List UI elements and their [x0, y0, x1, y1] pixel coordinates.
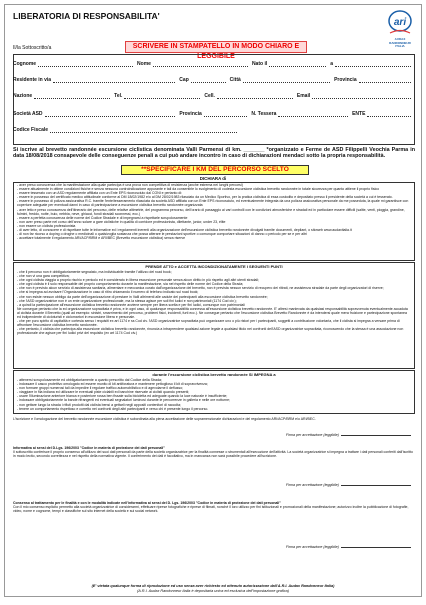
list-item: - aver preso conoscenza che la manifestazione alla quale partecipa è una prova non competitiva di resistenza (anche estrema nei lunghi percorsi): [17, 183, 243, 187]
ari-logo: [387, 8, 413, 38]
ente-label: ENTE: [352, 111, 366, 117]
list-item: - essere attualmente in ottime condizioni fisiche e senza nessuna controindicazione appurante e tali da consentirle lo svolgimento di codesta escursione ciclistica brevetto randonnée in totale sicurezza per quanto attiene il proprio fisico: [17, 187, 380, 192]
nome-field[interactable]: [153, 61, 248, 67]
nazione-label: Nazione: [13, 93, 33, 99]
form-row-name: [13, 61, 415, 67]
list-item: - non aver preso parte nel corso dell'anno solare a gare ciclistiche in qualità di corridore professionista, dilettante, junior, under 23, élite: [17, 219, 226, 224]
commitments-box: [13, 370, 415, 414]
signature-field-2[interactable]: [341, 485, 411, 486]
list-item: - di non far ricorso a doping o droghe o medicinali o qualsivoglia sostanza che possa alterare le prestazioni sportive o comunque comportare situazioni di danno o pericolo per se e per altri: [17, 232, 307, 237]
list-item: - essere in possesso di polizza assicurativa R.C. tramite l'ente/tesseramento rilasciata da società ASD affiliata con un Ente EPS riconosciuto, ed eventualmente integrata da una polizza assicurativa personale da me posseduta, la quale mi garantisce con coperture adeguate per eventuali danni in caso di partecipazione a escursione ciclistica brevetto randonnée organizzata: [17, 199, 409, 208]
conditions-header: PRENDE ATTO e ACCETTA INCONDIZIONATAMENTE I SEGUENTI PUNTI: [145, 264, 283, 269]
provincia-field[interactable]: [359, 77, 411, 83]
logo-text: AUDAX RANDONNEUR ITALIA: [389, 37, 411, 48]
list-item: - non gettare lungo la strada i rifiuti prodotti dal ciclista bensì a gettarli negli appositi contenitori di raccolta;: [17, 402, 182, 407]
conditions-box: [13, 262, 415, 369]
cap-label: Cap: [179, 77, 189, 83]
privacy-consent-title: Consenso al trattamento per le finalità e con le modalità indicate nell'informativa ai sensi del D. Lgs. 196/2003 "Codice in materia di protezione dei dati personali": [13, 501, 281, 505]
birthplace-field[interactable]: [335, 61, 411, 67]
codice-fiscale-label: Codice Fiscale: [13, 127, 49, 133]
signature-field-1[interactable]: [341, 435, 411, 436]
nato-il-label: Nato il: [251, 61, 268, 67]
form-row-club: [13, 111, 415, 117]
list-item: - non formare gruppi numerosi tali da impedire il regolare traffico automobilistico e di agevolarne il deflusso;: [17, 386, 184, 391]
citta-field[interactable]: [243, 77, 330, 83]
list-item: - che pertanto, il ciclista che partecipa alla escursione ciclistica brevetto randonnée, rinuncia a intraprendere qualsiasi azione legale a qualsiasi titolo nei confronti dell'ASD organizzatrice sopracitata, riconoscendo che la stessa è una associazione non professionale che agisce per fini ludici privi del requisito (ex art 1174 Cod civ.): [17, 327, 404, 336]
specify-km-banner: **SPECIFICARE I KM DEL PERCORSO SCELTO: [121, 165, 309, 175]
acceptance-note: L'iscrizione e l'omologazione del brevetto randonnée escursione ciclistica è subordinata alla piena accettazione delle sopramenzionate dichiarazioni e del regolamento ARI/ACP/BRM e/o ARI/BEC.: [13, 417, 316, 421]
tessera-label: N. Tessera: [251, 111, 277, 117]
tel-field[interactable]: [124, 93, 200, 99]
list-item: - di aver letto, di conoscere e di rispettare tutte le informative ed i regolamenti inerenti alla organizzazione dell'escursione ciclistica brevetto randonnée divulgati tramite documenti, depliant, o sitoweb www.audaxitalia.it: [17, 228, 352, 233]
list-item: Ne consegue pertanto che la ed organizzazione sopracitata è priva, e in ogni caso, di qualunque responsabilità connessa all'escursione ciclistica brevetto randonnée. E' altresì manlevata da qualsiasi responsabilità sopravvenuta eventualmente accaduta al ciclista durante il Brevetto (quali ad esempio: sinistri, smarrimento del percorso, problemi fisici, incidenti, furti ecc.). Ne consegue pertanto che l'escursione ciclistica Brevetto Randonnée è da intendersi quale mera fruizione e partecipazione spontanea ed indipendente di cicloturisti e ciclomartori in escursione libera e personale.: [17, 306, 408, 320]
list-item: - indossare il casco protettivo omologato ed essere munito di kit antiforatura e mantenere pettoglioso il kit di sopravvivenza;: [17, 382, 208, 387]
declarations-box: [13, 182, 415, 261]
privacy-info-text: Il sottoscritto conferisce il proprio consenso all'utilizzo dei suoi dati personali da parte della società organizzatrice per la finalità connesse o strumentali all'esecuzione dell'attività. La società organizzatrice si impegna a trattare i dati personali conferiti dall'iscritto in modo lecito, secondo correttezza e nel rispetto della normativa vigente. Il conferimento dei dati è facoltativo, ma in mancanza non sarà possibile procedere all'iscrizione.: [13, 450, 413, 459]
codice-fiscale-field[interactable]: [50, 127, 237, 133]
email-field[interactable]: [312, 93, 411, 99]
privacy-consent: [13, 501, 415, 513]
email-label: Email: [296, 93, 311, 99]
signature-label-3: Firma per accettazione (leggibile): [285, 545, 339, 549]
signature-label-1: Firma per accettazione (leggibile): [285, 433, 339, 437]
form-row-address: [13, 77, 415, 83]
footer: [5, 584, 421, 593]
document-title: LIBERATORIA DI RESPONSABILITA': [13, 11, 160, 21]
cognome-label: Cognome: [13, 61, 37, 67]
list-item: - che per puro spirito di ospitalità e cortesia senso i requisiti ex art 1174 e ss Cod civ. l'ASD organizzatrice sopracitata può organizzare uno o più ristori per i partecipanti, soggetti a contribuzione volontaria, che il ciclista si impegna a versare prima di affrontare l'escursione ciclistica brevetto randonnée.: [17, 319, 400, 328]
signature-area-2: [286, 483, 411, 487]
signature-area-3: [286, 545, 411, 549]
residente-field[interactable]: [53, 77, 175, 83]
list-item: - indossare obbligatoriamente la bande rifrangenti ed eventuali segnalatori luminosi durante le percorrenze in galleria e nelle ore notturne;: [17, 398, 231, 403]
footer-line-1: (E' vietata qualunque forma di riproduzione ed uso senza aver richiesto ed ottenuto autorizzazione dall'A.R.I. Audax Randonneur Italia): [91, 584, 335, 589]
conditions-list: [14, 270, 414, 336]
list-item: - che il percorso non è obbligatoriamente segnalato, ma individuabile tramite l'utilizzo del road book;: [17, 270, 172, 274]
cap-field[interactable]: [191, 77, 226, 83]
form-row-cf: [13, 127, 241, 133]
tessera-field[interactable]: [278, 111, 348, 117]
nato-il-field[interactable]: [269, 61, 326, 67]
list-item: - essere in possesso del certificato medico attitudinale conforme al DM 18/02/1982 e/o al DM 28/02/1983 rilasciato da un Medico Sportivo, per la pratica ciclistica di essa custodito e depositato presso il presidente della società a cui è tesserato.: [17, 195, 393, 200]
tel-label: Tel.: [114, 93, 123, 99]
cell-field[interactable]: [217, 93, 293, 99]
form-row-contacts: [13, 93, 415, 99]
declarations-list: [14, 183, 414, 240]
signature-area-1: [286, 433, 411, 437]
signature-field-3[interactable]: [341, 547, 411, 548]
svg-text:ari: ari: [393, 17, 407, 28]
list-item: - essere tesserato con un ASD regolarmente affiliata con un Ente EPS riconosciuto dal CONI e pertanto di:: [17, 191, 183, 196]
provincia-label: Provincia: [334, 77, 357, 83]
societa-field[interactable]: [45, 111, 176, 117]
commitments-list: [14, 378, 414, 411]
ente-field[interactable]: [367, 111, 411, 117]
uppercase-instruction-banner: SCRIVERE IN STAMPATELLO IN MODO CHIARO E LEGGIBILE: [125, 41, 307, 53]
privacy-info: [13, 446, 415, 458]
provincia2-field[interactable]: [204, 111, 248, 117]
privacy-info-title: Informativa ai sensi del D.Lgs. 196/2003 "Codice in materia di protezione dei dati personali": [13, 446, 165, 450]
list-item: - che si impegna ad avvisare l'Organizzazione in caso di ritiro chiamando il numero di telefono indicato sul road book;: [17, 290, 199, 295]
signature-label-2: Firma per accettazione (leggibile): [285, 483, 339, 487]
provincia2-label: Provincia: [179, 111, 202, 117]
list-item: - che l'ASD organizzatrice non è un ente organizzatore professionale, ma la stessa agisce per soli fini ludici e non patrimoniali (1174 Cod civ.);: [17, 298, 237, 303]
list-item: - che non vi una gara competitiva;: [17, 274, 70, 279]
list-item: - non essere un ciclista professionista: [17, 223, 76, 228]
list-item: - attenersi scrupolosamente ed obbligatoriamente a quanto prescritto dal Codice della Strada;: [17, 378, 162, 382]
citta-label: Città: [229, 77, 241, 83]
cognome-field[interactable]: [38, 61, 133, 67]
undersigned-label: Il/la Sottoscritto/a: [13, 45, 52, 51]
list-item: - viaggiare in fila indiana ed utilizzare le eventuali piste ciclabili ed banchine riservate ai ciclisti quando presenti;: [17, 390, 190, 395]
list-item: - che ogni ciclista viaggia a proprio rischio e pericolo ed è considerato in libera escursione personale senza alcun diritto in più rispetto agli altri utenti stradali;: [17, 278, 260, 283]
dichiara-heading: DICHIARA di: [199, 176, 227, 181]
list-item: - tenere un comportamento rispettoso e corretto nei confronti degli altri partecipanti e verso chi è presente lungo il percorso.: [17, 406, 209, 411]
residente-label: Residente in via: [13, 77, 52, 83]
list-item: - a quindi la partecipazione all'escursione ciclistica brevetto randonnée avviene sempre per libera scelta e per fini ludici, comunque non patrimoniali: [17, 302, 245, 307]
list-item: - accettare totalmente il regolamento ARI/ACP/BRM e ARI/BEC (Brevetto escursione ciclistica) senza riserve: [17, 236, 186, 241]
list-item: - usare l'illuminazione anteriore bianca e posteriore rossa ben fissate sulla bicicletta ed adeguate quando la luce naturale è insufficiente;: [17, 394, 228, 399]
nome-label: Nome: [137, 61, 151, 67]
privacy-consent-text: Con il mio consenso esplicito permetto alla società organizzatrice di considerarmi, effettuare riprese fotografiche e riprese di filmati, nonché il loro utilizzo per fini istituzionali e promozionali della manifestazione; autorizzo inoltre la pubblicazione di fotografie, video, nome e cognome, tempi e classifiche sul sito internet della società e sui social network.: [13, 505, 409, 514]
societa-label: Società ASD: [13, 111, 43, 117]
list-item: - che non è previsto alcun servizio di assistenza sanitaria, alimentare e meccanica curato dall'organizzazione del brevetto, non è prevista nessun servizio di recupero dei ritirati, ne assistenza stradale da parte degli organizzatori di riserve;: [17, 286, 384, 291]
list-item: - che ogni ciclista è il solo responsabile del proprio comportamento durante la manifestazione, sia nel rispetto delle norme del Codice della Strada;: [17, 282, 244, 287]
nazione-field[interactable]: [34, 93, 110, 99]
list-item: - essere a perfetta conoscenza delle norme del Codice Stradale e di impegnarsi a rispettarle scrupolosamente: [17, 215, 188, 220]
registration-declaration: Si iscrive al brevetto randonnée escursione ciclistica denominata Valli Parmensi di km. _______ *organizzato e Ferme de ASD Filippelli Veochia Parma in data 18/08/2018 consapevole delle conseguenze penali a cui può andare incontro in caso di dichiarazioni mendaci sotto la propria responsabilità.: [13, 147, 415, 160]
list-item: - che non esiste nessun obbligo da parte dell'organizzazione di prestare in Valli altrimenti alle cadute dei partecipanti alla escursione ciclistica brevetto randonnée;: [17, 294, 268, 299]
a-label: a: [330, 61, 333, 67]
list-item: - aver letto e preso conoscenza dell'itinerario del percorso, delle relative altimetrie, del programma percorso, dell'orario di passaggio ai vari controlli con le condizioni atmosferiche e stradali ed in particolare essere difficili (salite, venti, pioggia, grandine, fulmini, freddo, notte, buio, nebbia, neve, ghiacci, fondi stradali sconnessi, ecc.): [17, 207, 405, 216]
cell-label: Cell.: [204, 93, 215, 99]
waiver-document: [4, 4, 422, 597]
footer-line-2: (A.R.I. Audax Randonneur Italia è depositaria unica ed esclusiva dell'impostazione grafica): [136, 588, 290, 593]
commitments-header: durante l'escursione ciclistica brevetto randonnée SI IMPEGNA a: [152, 372, 276, 377]
